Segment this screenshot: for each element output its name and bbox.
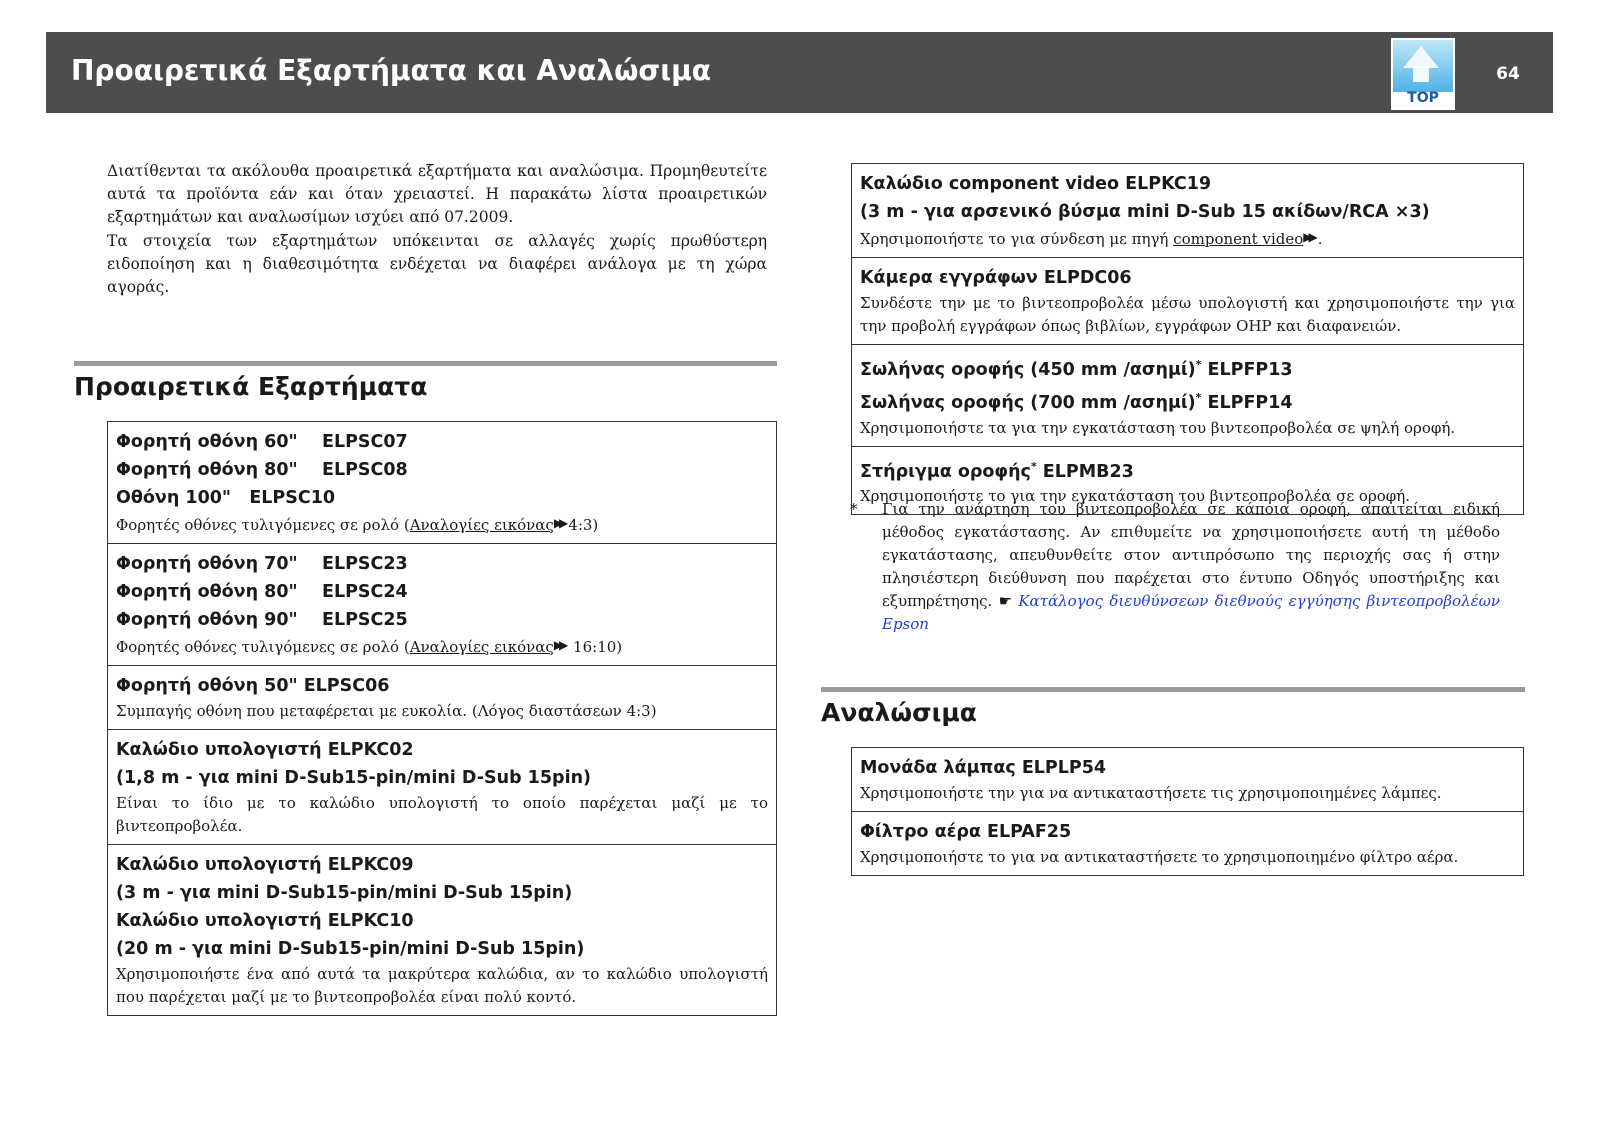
model-code: ELPFP14 xyxy=(1201,392,1293,413)
item-heading: (20 m - για mini D-Sub15-pin/mini D-Sub 15pin) xyxy=(116,939,585,959)
item-heading: Φορητή οθόνη 50" ELPSC06 xyxy=(116,676,390,696)
footnote-marker: * xyxy=(1030,459,1037,473)
item-description xyxy=(860,226,1515,251)
item-heading: Καλώδιο υπολογιστή ELPKC02 xyxy=(116,740,414,760)
page-number: 64 xyxy=(1496,64,1520,84)
model-code: ELPFP13 xyxy=(1201,359,1293,380)
item-heading xyxy=(860,351,1515,384)
description-text: 4:3) xyxy=(568,516,599,534)
heading-text: Σωλήνας οροφής (700 mm /ασημί) xyxy=(860,392,1196,413)
footnote-asterisk: * xyxy=(850,500,858,518)
link-arrow-icon: ▶▶ xyxy=(1303,230,1314,244)
model-code: ELPMB23 xyxy=(1036,461,1134,482)
table-row xyxy=(852,164,1523,257)
aspect-ratio-link[interactable]: Αναλογίες εικόνας xyxy=(409,516,554,534)
footnote-marker: * xyxy=(1195,358,1202,371)
item-heading: Φορητή οθόνη 80" ELPSC08 xyxy=(116,460,408,480)
top-label: TOP xyxy=(1407,90,1439,106)
item-heading: Μονάδα λάμπας ELPLP54 xyxy=(860,758,1107,778)
item-description xyxy=(116,634,768,659)
item-description: Χρησιμοποιήστε το για να αντικαταστήσετε το χρησιμοποιημένο φίλτρο αέρα. xyxy=(860,848,1459,866)
page-header xyxy=(46,32,1553,113)
item-description: Συνδέστε την με το βιντεοπροβολέα μέσω υπολογιστή και χρησιμοποιήστε την για την προβολή εγγράφων όπως βιβλίων, εγγράφων OHP και διαφανειών. xyxy=(860,294,1515,335)
table-row xyxy=(852,257,1523,344)
table-row xyxy=(108,543,776,665)
section-title-consumables: Αναλώσιμα xyxy=(821,698,977,727)
table-row xyxy=(852,748,1523,811)
item-heading: (3 m - για αρσενικό βύσμα mini D-Sub 15 ακίδων/RCA ×3) xyxy=(860,202,1430,222)
item-heading: Καλώδιο υπολογιστή ELPKC10 xyxy=(116,911,414,931)
item-heading: Κάμερα εγγράφων ELPDC06 xyxy=(860,268,1132,288)
intro-paragraph: Διατίθενται τα ακόλουθα προαιρετικά εξαρτήματα και αναλώσιμα. Προμηθευτείτε αυτά τα προϊόντα εάν και όταν χρειαστεί. Η παρακάτω λίστα προαιρετικών εξαρτημάτων και αναλωσίμων ισχύει από 07.2009. xyxy=(107,162,767,227)
description-text: 16:10) xyxy=(568,638,623,656)
table-row xyxy=(108,729,776,844)
section-divider xyxy=(821,687,1525,692)
pointer-icon: ☛ xyxy=(998,592,1013,610)
top-button[interactable] xyxy=(1391,38,1455,110)
intro-text xyxy=(107,160,767,299)
item-description: Χρησιμοποιήστε την για να αντικαταστήσετε τις χρησιμοποιημένες λάμπες. xyxy=(860,784,1442,802)
item-heading: Φορητή οθόνη 90" ELPSC25 xyxy=(116,610,408,630)
aspect-ratio-link[interactable]: Αναλογίες εικόνας xyxy=(409,638,554,656)
item-description: Χρησιμοποιήστε τα για την εγκατάσταση του βιντεοπροβολέα σε ψηλή οροφή. xyxy=(860,418,1456,437)
link-arrow-icon: ▶▶ xyxy=(553,516,565,530)
item-heading xyxy=(860,384,1515,417)
item-heading: Φορητή οθόνη 70" ELPSC23 xyxy=(116,554,408,574)
item-heading: Φορητή οθόνη 80" ELPSC24 xyxy=(116,582,408,602)
item-heading: Καλώδιο component video ELPKC19 xyxy=(860,174,1212,194)
item-description: Συμπαγής οθόνη που μεταφέρεται με ευκολία. (Λόγος διαστάσεων 4:3) xyxy=(116,702,657,720)
description-text: Φορητές οθόνες τυλιγόμενες σε ρολό ( xyxy=(116,638,410,656)
item-heading: Οθόνη 100" ELPSC10 xyxy=(116,488,336,508)
intro-paragraph: Τα στοιχεία των εξαρτημάτων υπόκεινται σε αλλαγές χωρίς πρωθύστερη ειδοποίηση και η διαθεσιμότητα ενδέχεται να διαφέρει ανάλογα με τη χώρα αγοράς. xyxy=(107,231,767,297)
link-arrow-icon: ▶▶ xyxy=(553,638,565,652)
component-video-link[interactable]: component video xyxy=(1173,230,1304,248)
table-row xyxy=(852,811,1523,875)
item-description: Χρησιμοποιήστε το για την εγκατάσταση του βιντεοπροβολέα σε οροφή. xyxy=(860,487,1411,506)
item-heading: (3 m - για mini D-Sub15-pin/mini D-Sub 15pin) xyxy=(116,883,573,903)
description-text: Φορητές οθόνες τυλιγόμενες σε ρολό ( xyxy=(116,516,410,534)
arrow-up-icon xyxy=(1403,46,1439,68)
item-heading: Φίλτρο αέρα ELPAF25 xyxy=(860,822,1072,842)
section-divider xyxy=(74,361,777,366)
heading-text: Σωλήνας οροφής (450 mm /ασημί) xyxy=(860,359,1196,380)
consumables-table xyxy=(851,747,1524,876)
table-row xyxy=(108,665,776,729)
accessories-table xyxy=(851,163,1524,515)
home-icon xyxy=(1413,66,1429,82)
options-table xyxy=(107,421,777,1016)
item-heading xyxy=(860,453,1515,486)
item-heading: (1,8 m - για mini D-Sub15-pin/mini D-Sub 15pin) xyxy=(116,768,592,788)
item-description: Είναι το ίδιο με το καλώδιο υπολογιστή το οποίο παρέχεται μαζί με το βιντεοπροβολέα. xyxy=(116,794,768,835)
footnote-marker: * xyxy=(1195,390,1202,404)
item-heading: Φορητή οθόνη 60" ELPSC07 xyxy=(116,432,408,452)
section-title-options: Προαιρετικά Εξαρτήματα xyxy=(74,372,428,401)
footnote-body xyxy=(882,498,1500,636)
item-description xyxy=(116,512,768,537)
footnote-text: Για την ανάρτηση του βιντεοπροβολέα σε κάποια οροφή, απαιτείται ειδική μέθοδος εγκατάστασης. Αν επιθυμείτε να χρησιμοποιήσετε αυτή τη μέθοδο εγκατάστασης, απευθυνθείτε στον αντιπρόσωπο της περιοχής σας ή στην πλησιέστερη διεύθυνση που παρέχεται στο έντυπο Οδηγός υποστήριξης και εξυπηρέτησης. xyxy=(882,500,1500,610)
page-title: Προαιρετικά Εξαρτήματα και Αναλώσιμα xyxy=(71,54,711,87)
warranty-link[interactable]: Κατάλογος διευθύνσεων διεθνούς εγγύησης βιντεοπροβολέων Epson xyxy=(882,592,1500,633)
heading-text: Στήριγμα οροφής xyxy=(860,461,1031,482)
item-heading: Καλώδιο υπολογιστή ELPKC09 xyxy=(116,855,414,875)
table-row xyxy=(108,422,776,543)
table-row xyxy=(852,344,1523,446)
description-text: . xyxy=(1317,230,1323,248)
table-row xyxy=(108,844,776,1015)
description-text: Χρησιμοποιήστε το για σύνδεση με πηγή xyxy=(860,230,1174,248)
item-description: Χρησιμοποιήστε ένα από αυτά τα μακρύτερα καλώδια, αν το καλώδιο υπολογιστή που παρέχεται μαζί με το βιντεοπροβολέα είναι πολύ κοντό. xyxy=(116,965,768,1006)
